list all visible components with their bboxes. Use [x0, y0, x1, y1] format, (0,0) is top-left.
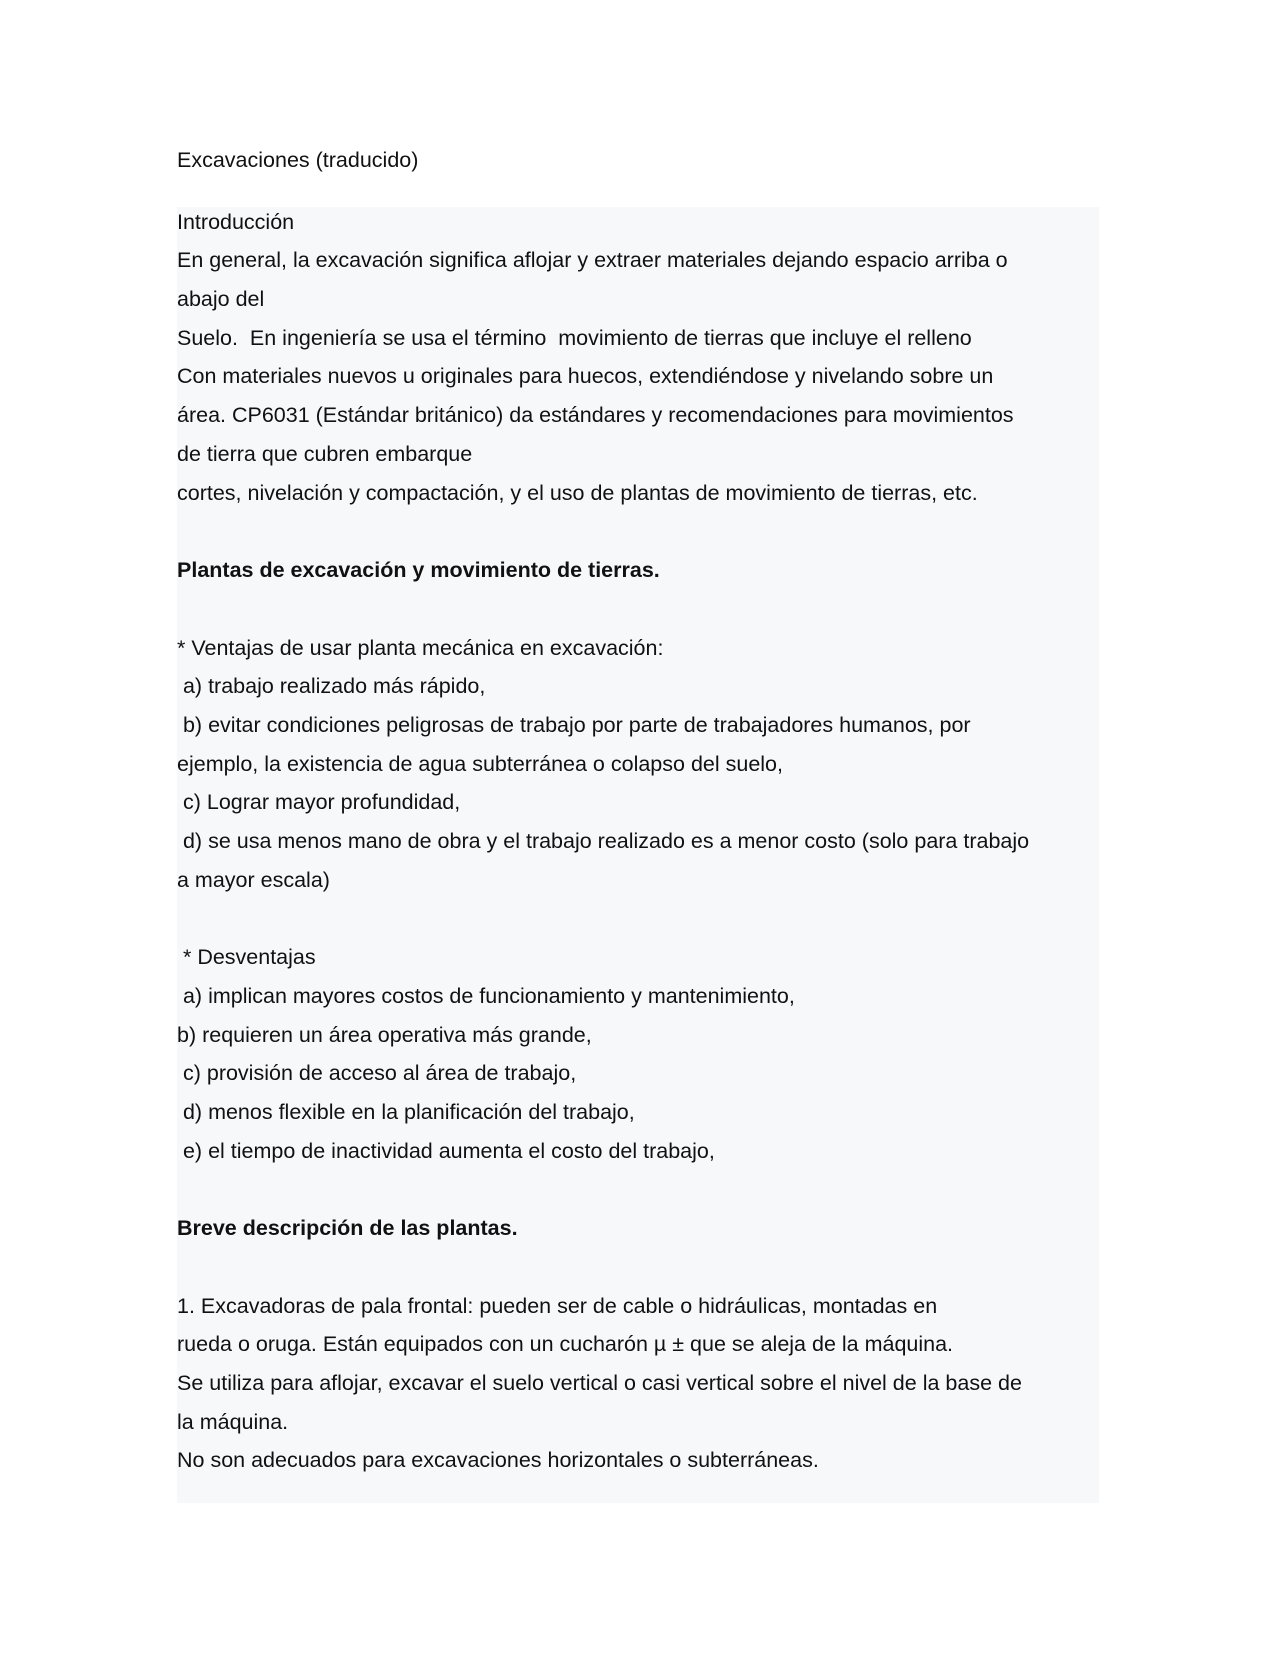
list-heading-ventajas: * Ventajas de usar planta mecánica en excavación:: [177, 636, 664, 660]
list-item: a) implican mayores costos de funcionamiento y mantenimiento,: [177, 984, 795, 1008]
list-item: a) trabajo realizado más rápido,: [177, 674, 486, 698]
document-body: [177, 207, 1099, 1503]
list-item: c) provisión de acceso al área de trabajo,: [177, 1061, 577, 1085]
paragraph-line: área. CP6031 (Estándar británico) da estándares y recomendaciones para movimientos: [177, 403, 1014, 427]
list-item: c) Lograr mayor profundidad,: [177, 790, 461, 814]
list-heading-desventajas: * Desventajas: [177, 945, 316, 969]
list-item: b) requieren un área operativa más grande,: [177, 1023, 592, 1047]
document-title: Excavaciones (traducido): [177, 148, 419, 172]
paragraph-line: de tierra que cubren embarque: [177, 442, 473, 466]
list-item: e) el tiempo de inactividad aumenta el costo del trabajo,: [177, 1139, 715, 1163]
paragraph-line: cortes, nivelación y compactación, y el uso de plantas de movimiento de tierras, etc.: [177, 481, 978, 505]
section-heading-breve-descripcion: Breve descripción de las plantas.: [177, 1216, 518, 1240]
section-heading-introduccion: Introducción: [177, 210, 295, 234]
list-item-continuation: ejemplo, la existencia de agua subterránea o colapso del suelo,: [177, 752, 783, 776]
list-item: d) menos flexible en la planificación del trabajo,: [177, 1100, 635, 1124]
paragraph-line: la máquina.: [177, 1410, 289, 1434]
list-item: b) evitar condiciones peligrosas de trabajo por parte de trabajadores humanos, por: [177, 713, 971, 737]
list-item-continuation: a mayor escala): [177, 868, 330, 892]
paragraph-line: rueda o oruga. Están equipados con un cucharón µ ± que se aleja de la máquina.: [177, 1332, 954, 1356]
list-item: d) se usa menos mano de obra y el trabajo realizado es a menor costo (solo para trabajo: [177, 829, 1030, 853]
section-heading-plantas: Plantas de excavación y movimiento de tierras.: [177, 558, 660, 582]
paragraph-line: En general, la excavación significa aflojar y extraer materiales dejando espacio arriba o: [177, 248, 1008, 272]
paragraph-line: No son adecuados para excavaciones horizontales o subterráneas.: [177, 1448, 819, 1472]
paragraph-line: Con materiales nuevos u originales para huecos, extendiéndose y nivelando sobre un: [177, 364, 994, 388]
paragraph-line: Suelo. En ingeniería se usa el término movimiento de tierras que incluye el relleno: [177, 326, 972, 350]
paragraph-line: Se utiliza para aflojar, excavar el suelo vertical o casi vertical sobre el nivel de la base de: [177, 1371, 1022, 1395]
paragraph-line: abajo del: [177, 287, 265, 311]
paragraph-line: 1. Excavadoras de pala frontal: pueden ser de cable o hidráulicas, montadas en: [177, 1294, 938, 1318]
